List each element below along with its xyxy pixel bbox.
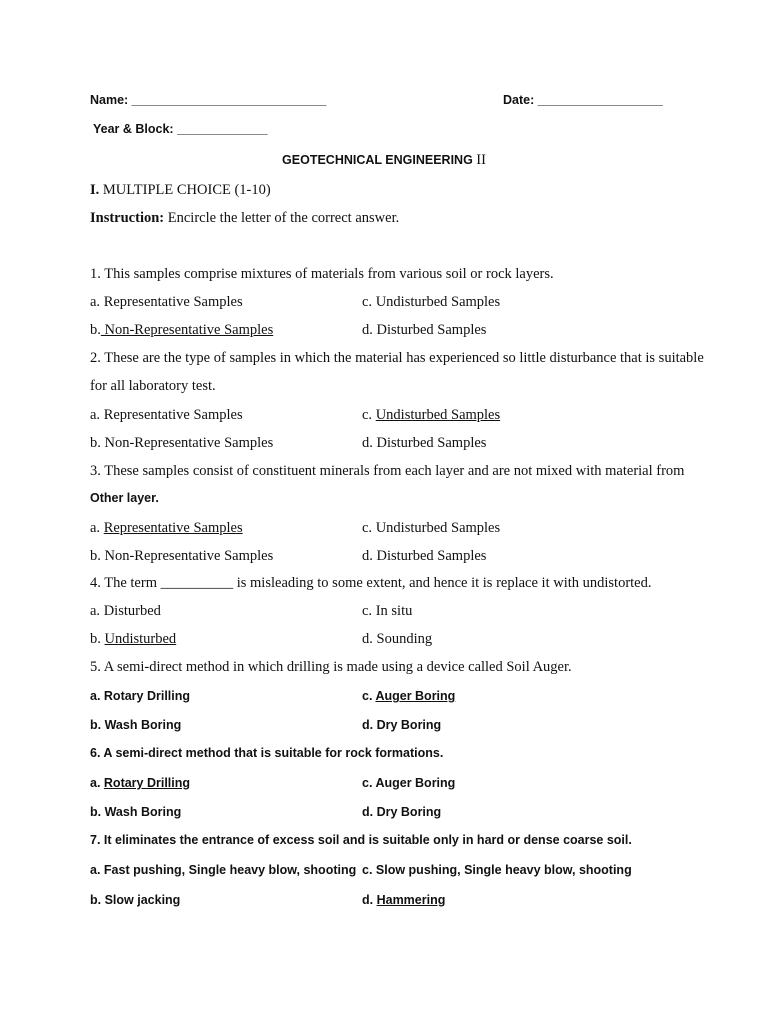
instruction-label: Instruction: [90,210,165,226]
q6-answer-underline: Rotary Drilling [103,776,191,790]
question-6: 6. A semi-direct method that is suitable for rock formations. [90,746,444,760]
question-4: 4. The term __________ is misleading to some extent, and hence it is replace it with undistorted. [90,575,652,591]
q2-option-c: c. Undisturbed Samples [362,407,501,423]
q7-answer-underline: Hammering [376,893,446,907]
q2-option-b: b. Non-Representative Samples [90,435,274,451]
instruction [90,210,399,227]
q1-option-b: b. Non-Representative Samples [90,322,274,338]
name-field-label: Name: ____________________________ [90,93,327,107]
instruction-text: Encircle the letter of the correct answer. [164,210,400,226]
q4-option-b: b. Undisturbed [90,631,177,647]
q7-option-d: d. Hammering [362,893,446,907]
question-3: 3. These samples consist of constituent minerals from each layer and are not mixed with material from [90,463,685,479]
question-7: 7. It eliminates the entrance of excess soil and is suitable only in hard or dense coarse soil. [90,833,632,847]
q3-option-c: c. Undisturbed Samples [362,520,501,536]
section-heading [90,182,271,199]
q3-answer-underline: Representative Samples [103,520,243,536]
title-text: GEOTECHNICAL ENGINEERING [282,153,473,167]
section-numeral: I. [90,182,100,198]
q7-option-b: b. Slow jacking [90,893,181,907]
q5-answer-underline: Auger Boring [375,689,456,703]
q1-option-d: d. Disturbed Samples [362,322,487,338]
year-block-field-label: Year & Block: _____________ [93,122,268,136]
page-title [0,152,768,169]
question-5: 5. A semi-direct method in which drilling is made using a device called Soil Auger. [90,659,572,675]
q4-option-d: d. Sounding [362,631,433,647]
q1-option-a: a. Representative Samples [90,294,243,310]
question-3-cont: Other layer. [90,491,159,505]
q5-option-a: a. Rotary Drilling [90,689,191,703]
q5-option-d: d. Dry Boring [362,718,442,732]
q4-answer-underline: Undisturbed [104,631,177,647]
q6-option-c: c. Auger Boring [362,776,456,790]
question-2: 2. These are the type of samples in which the material has experienced so little disturbance that is suitable [90,350,704,366]
q7-option-a: a. Fast pushing, Single heavy blow, shooting [90,863,357,877]
question-2-cont: for all laboratory test. [90,378,216,394]
q4-option-c: c. In situ [362,603,413,619]
q1-option-c: c. Undisturbed Samples [362,294,501,310]
q1-answer-underline: Non-Representative Samples [100,322,274,338]
q2-option-d: d. Disturbed Samples [362,435,487,451]
q2-answer-underline: Undisturbed Samples [375,407,501,423]
q5-option-b: b. Wash Boring [90,718,182,732]
q3-option-d: d. Disturbed Samples [362,548,487,564]
q4-option-a: a. Disturbed [90,603,161,619]
title-numeral: II [476,152,486,168]
section-heading-text: MULTIPLE CHOICE (1-10) [99,182,271,198]
q6-option-d: d. Dry Boring [362,805,442,819]
q6-option-b: b. Wash Boring [90,805,182,819]
q6-option-a: a. Rotary Drilling [90,776,191,790]
q2-option-a: a. Representative Samples [90,407,243,423]
q3-option-a: a. Representative Samples [90,520,243,536]
q5-option-c: c. Auger Boring [362,689,456,703]
date-field-label: Date: __________________ [503,93,663,107]
question-1: 1. This samples comprise mixtures of materials from various soil or rock layers. [90,266,554,282]
q7-option-c: c. Slow pushing, Single heavy blow, shooting [362,863,632,877]
q3-option-b: b. Non-Representative Samples [90,548,274,564]
